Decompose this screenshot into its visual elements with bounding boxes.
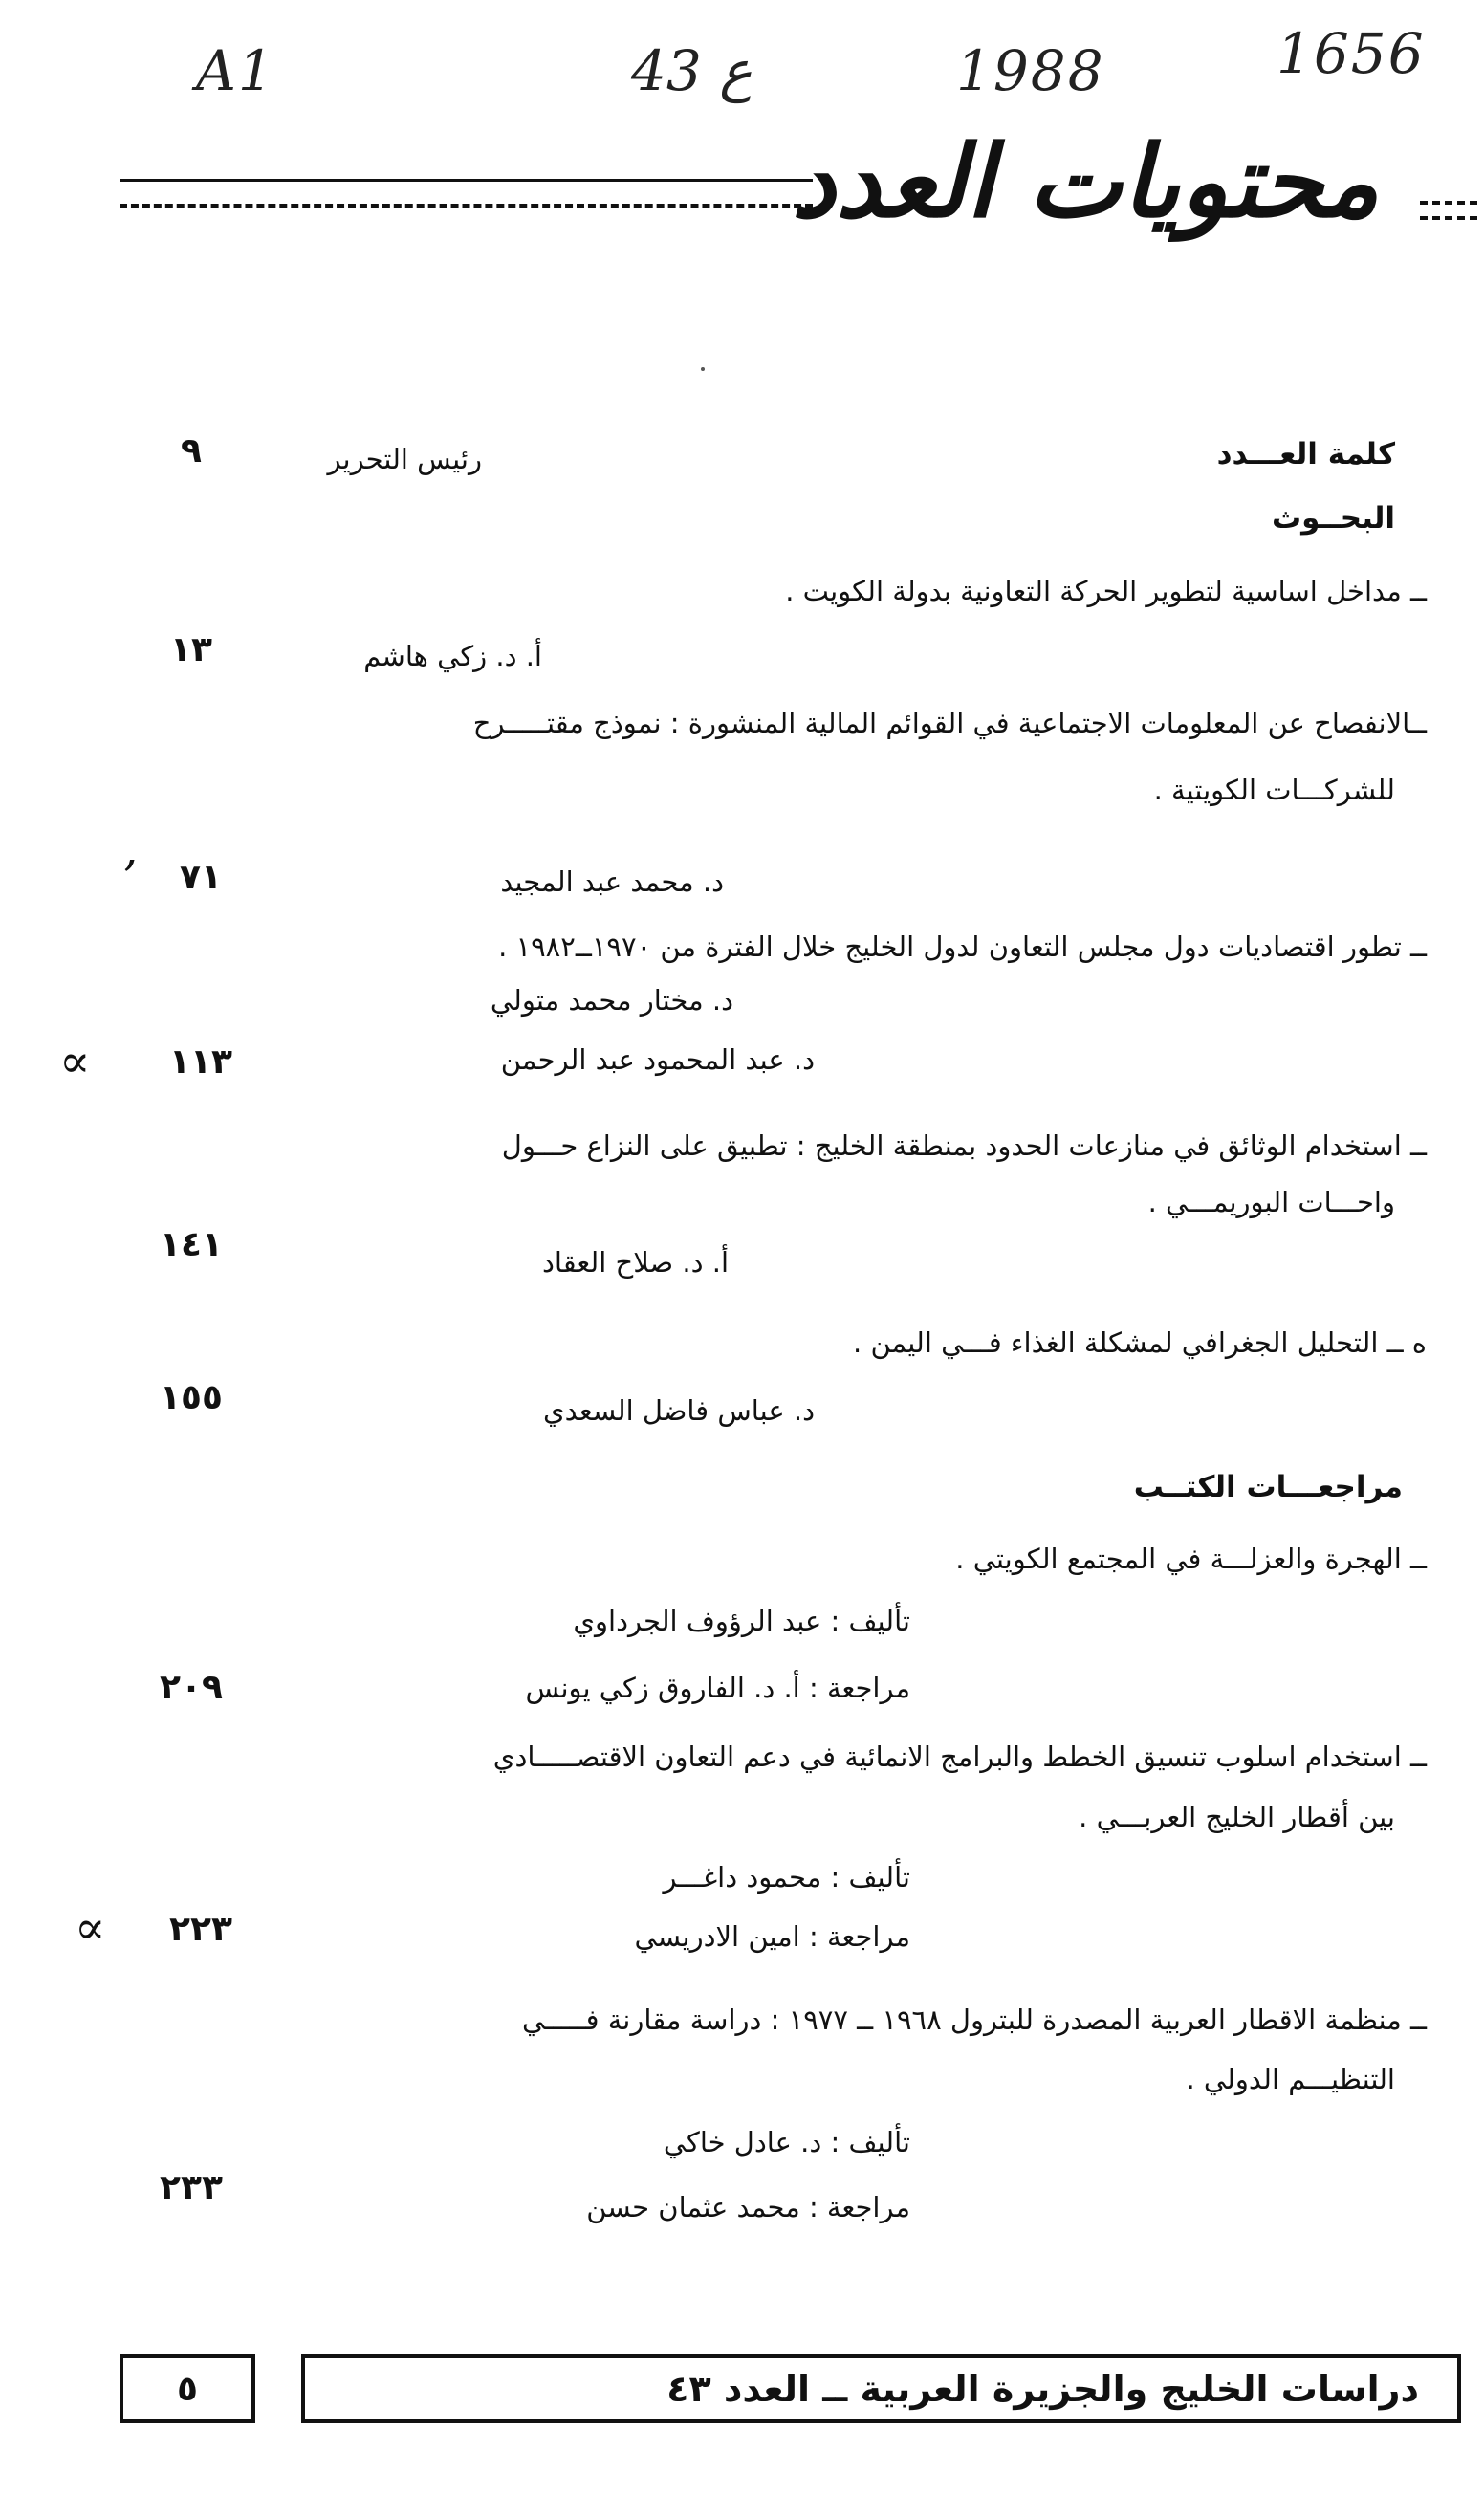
review-author-3: تأليف : د. عادل خاكي	[663, 2126, 910, 2158]
handwritten-serial: 1656	[1277, 21, 1426, 86]
speck	[701, 367, 705, 371]
title-rule-dashed-right-2	[1420, 216, 1477, 220]
review-title-3-line2: التنظيـــم الدولي .	[1186, 2063, 1395, 2095]
review-author-1: تأليف : عبد الرؤوف الجرداوي	[573, 1605, 910, 1637]
review-reviewer-1: مراجعة : أ. د. الفاروق زكي يونس	[525, 1672, 910, 1704]
research-author-3a: د. مختار محمد متولي	[490, 984, 733, 1017]
review-title-2-line1: ــ استخدام اسلوب تنسيق الخطط والبرامج الانمائية في دعم التعاون الاقتصـــــادي	[492, 1741, 1427, 1773]
research-title-3: ــ تطور اقتصاديات دول مجلس التعاون لدول الخليج خلال الفترة من ١٩٧٠ــ١٩٨٢ .	[498, 931, 1427, 963]
page-number-research-5: ١٥٥	[160, 1378, 223, 1417]
research-author-5: د. عباس فاضل السعدي	[542, 1394, 815, 1427]
research-title-2-line1: ــالانفصاح عن المعلومات الاجتماعية في القوائم المالية المنشورة : نموذج مقتـــــرح	[472, 707, 1427, 739]
page-number-research-3: ١١٣	[169, 1042, 232, 1082]
review-author-2: تأليف : محمود داغـــر	[663, 1861, 910, 1894]
research-title-2-line2: للشركـــات الكويتية .	[1153, 774, 1395, 806]
review-reviewer-3: مراجعة : محمد عثمان حسن	[586, 2191, 910, 2223]
research-title-4-line1: ــ استخدام الوثائق في منازعات الحدود بمنطقة الخليج : تطبيق على النزاع حـــول	[501, 1129, 1427, 1162]
title-rule-solid	[120, 179, 813, 182]
research-author-2: د. محمد عبد المجيد	[500, 865, 724, 898]
research-author-4: أ. د. صلاح العقاد	[541, 1246, 729, 1279]
page-number-research-4: ١٤١	[160, 1225, 223, 1264]
annotation-alpha-1: ∝	[59, 1035, 91, 1088]
research-author-3b: د. عبد المحمود عبد الرحمن	[500, 1043, 815, 1076]
footer-journal-title: دراسات الخليج والجزيرة العربية ــ العدد ٤٣	[301, 2354, 1461, 2423]
research-title-1: ــ مداخل اساسية لتطوير الحركة التعاونية بدولة الكويت .	[785, 575, 1427, 607]
title-rule-dashed-right	[1420, 201, 1477, 205]
handwritten-year: 1988	[956, 38, 1105, 103]
page-number-research-1: ١٣	[170, 630, 212, 669]
page-number-editorial: ٩	[181, 431, 202, 471]
page-number-research-2: ٧١	[180, 858, 222, 897]
section-heading-reviews: مراجعـــات الكتــب	[1133, 1470, 1403, 1504]
review-reviewer-2: مراجعة : امين الادريسي	[634, 1920, 910, 1953]
annotation-alpha-2: ∝	[75, 1901, 106, 1955]
editorial-author: رئيس التحرير	[327, 443, 482, 475]
page-number-review-1: ٢٠٩	[160, 1668, 223, 1707]
research-author-1: أ. د. زكي هاشم	[363, 640, 542, 672]
review-title-1: ــ الهجرة والعزلـــة في المجتمع الكويتي .	[955, 1543, 1427, 1575]
review-title-3-line1: ــ منظمة الاقطار العربية المصدرة للبترول ١٩٦٨ ــ ١٩٧٧ : دراسة مقارنة فـــــي	[522, 2003, 1427, 2036]
editorial-label: كلمة العـــدد	[1216, 437, 1395, 471]
section-heading-research: البحــوث	[1271, 501, 1395, 536]
handwritten-issue-mark: 43 ع	[631, 38, 753, 103]
review-title-2-line2: بين أقطار الخليج العربـــي .	[1079, 1801, 1395, 1833]
page-title: محتويات العدد	[791, 122, 1379, 240]
handwritten-code: A1	[196, 38, 275, 103]
page-number-review-2: ٢٢٣	[169, 1910, 232, 1949]
title-rule-dashed-left	[120, 204, 813, 208]
research-title-4-line2: واحـــات البوريمـــي .	[1147, 1186, 1395, 1218]
footer-page-number: ٥	[120, 2354, 255, 2423]
research-title-5: ه ــ التحليل الجغرافي لمشكلة الغذاء فـــي اليمن .	[853, 1326, 1427, 1359]
page-number-review-3: ٢٣٣	[160, 2168, 223, 2207]
annotation-tick: ’	[122, 851, 138, 905]
